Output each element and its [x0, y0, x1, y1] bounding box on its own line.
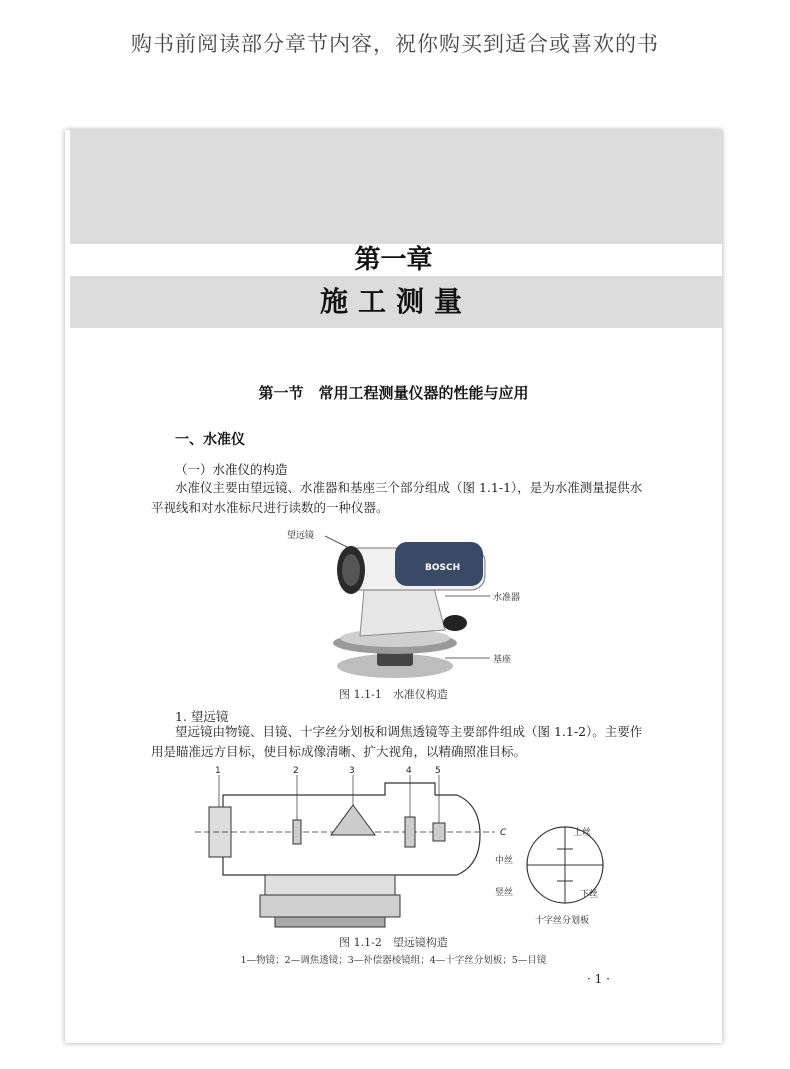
part-number-4: 4 [406, 766, 412, 776]
top-banner: 购书前阅读部分章节内容，祝你购买到适合或喜欢的书 [131, 32, 659, 56]
paragraph-telescope: 望远镜由物镜、目镜、十字丝分划板和调焦透镜等主要部件组成（图 1.1-2）。主要作用是瞄准远方目标，使目标成像清晰、扩大视角，以精确照准目标。 [151, 724, 643, 759]
figure1-caption: 图 1.1-1 水准仪构造 [339, 688, 448, 701]
figure2-legend: 1—物镜；2—调焦透镜；3—补偿器棱镜组；4—十字丝分划板；5—目镜 [240, 955, 547, 966]
level-instrument-figure [265, 518, 525, 686]
level-vial-label: 水准器 [493, 593, 521, 603]
axis-c-label: C [500, 828, 507, 838]
eyepiece [433, 823, 445, 841]
chapter-title-band [70, 276, 722, 328]
vertical-hair-label: 竖丝 [495, 888, 514, 898]
focusing-lens [293, 820, 301, 844]
telescope-mount [265, 875, 395, 895]
compensator-prism [331, 805, 375, 835]
part-number-5: 5 [435, 766, 441, 776]
chapter-title: 施工测量 [319, 285, 472, 318]
section-title: 第一节 常用工程测量仪器的性能与应用 [258, 384, 529, 402]
heading-structure: （一）水准仪的构造 [175, 462, 288, 477]
part-number-1: 1 [215, 766, 221, 776]
upper-hair-label: 上丝 [573, 828, 592, 838]
part-number-3: 3 [349, 766, 355, 776]
page-number: · 1 · [587, 972, 610, 986]
part-number-2: 2 [293, 766, 299, 776]
adjust-knob [443, 615, 467, 631]
reticle-plate [405, 817, 415, 847]
telescope-label: 望远镜 [287, 531, 315, 541]
heading-level-instrument: 一、水准仪 [175, 432, 245, 448]
brand-label: BOSCH [425, 563, 461, 573]
heading-telescope: 1. 望远镜 [175, 709, 229, 724]
telescope-structure-figure [195, 765, 615, 930]
chapter-number: 第一章 [354, 245, 433, 275]
figure2-caption: 图 1.1-2 望远镜构造 [339, 936, 448, 949]
paragraph-intro: 水准仪主要由望远镜、水准器和基座三个部分组成（图 1.1-1），是为水准测量提供水平视线和对水准标尺进行读数的一种仪器。 [151, 480, 643, 515]
book-page [65, 130, 722, 1043]
middle-hair-label: 中丝 [495, 856, 514, 866]
chapter-header-band [70, 130, 722, 244]
reticle-title: 十字丝分划板 [535, 916, 590, 926]
base-label: 基座 [493, 655, 512, 665]
lower-hair-label: 下丝 [580, 890, 599, 900]
